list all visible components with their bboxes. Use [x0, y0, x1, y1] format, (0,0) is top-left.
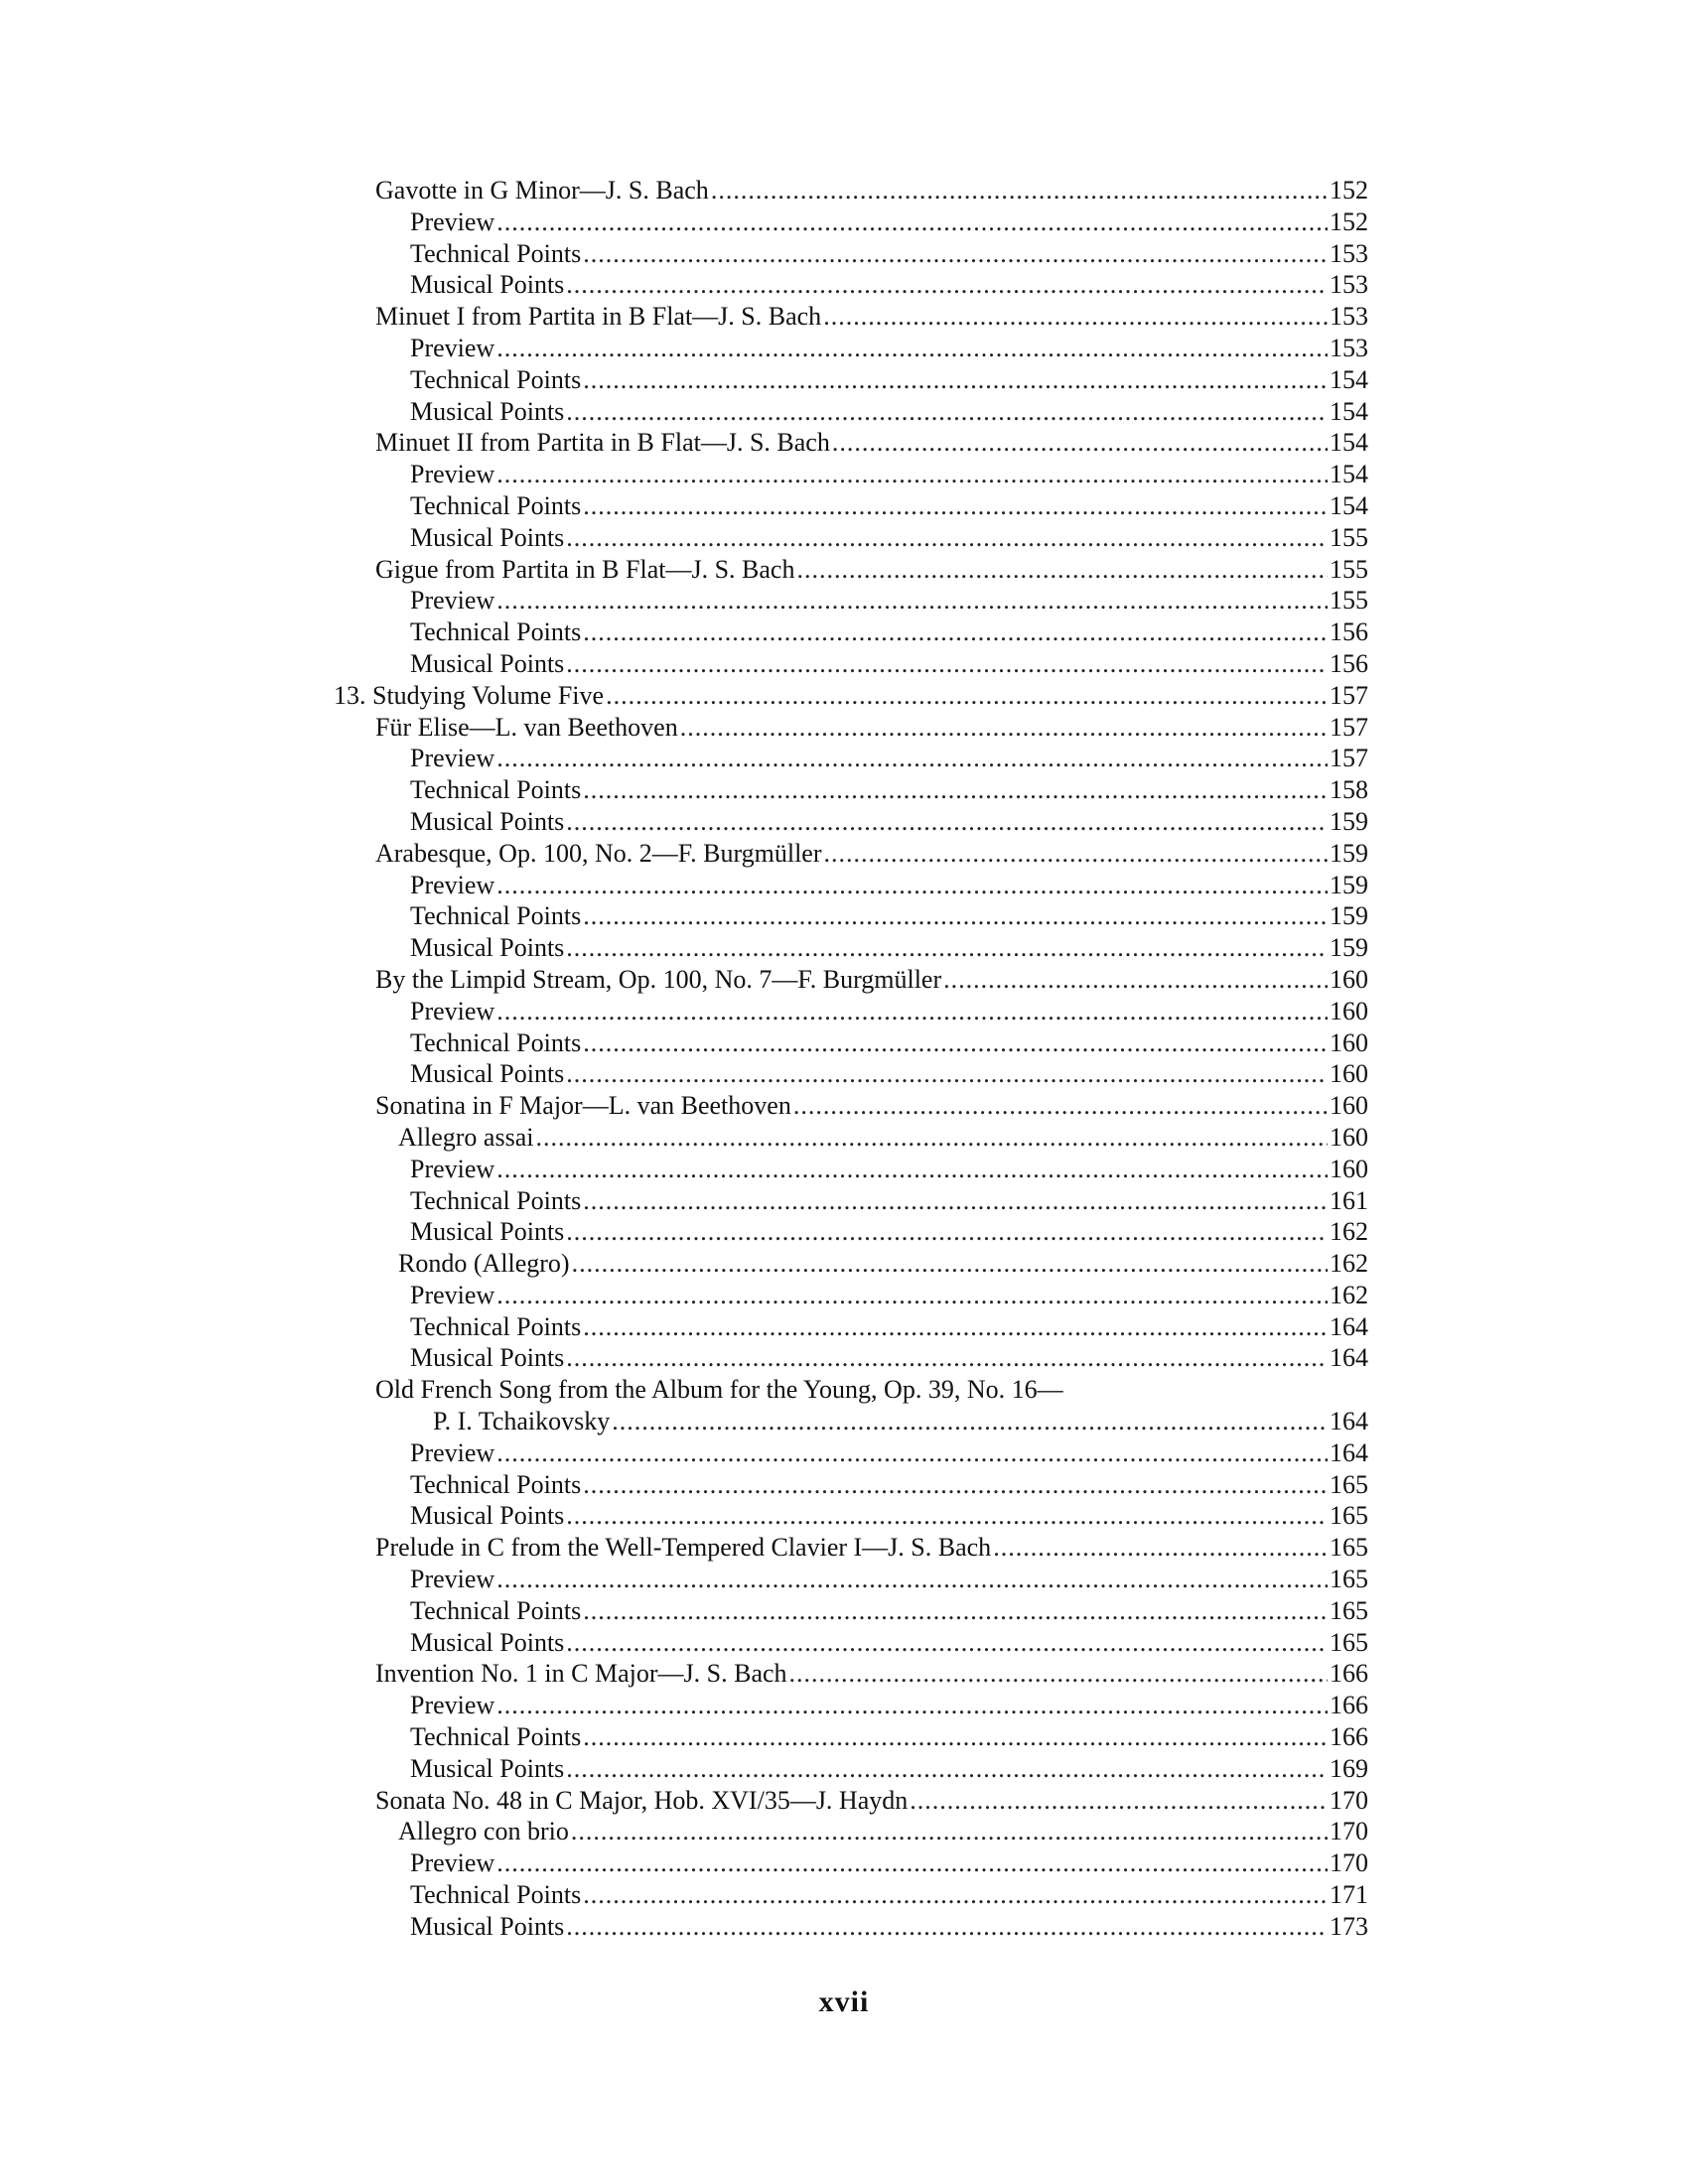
dot-leader — [566, 806, 1328, 838]
toc-entry — [318, 1058, 1368, 1090]
toc-entry-page: 162 — [1330, 1217, 1368, 1247]
toc-entry — [318, 1847, 1368, 1879]
toc-entry — [318, 1311, 1368, 1343]
toc-entry — [318, 1374, 1368, 1406]
toc-entry-page: 159 — [1330, 933, 1368, 963]
toc-entry — [318, 1248, 1368, 1280]
toc-entry-page: 155 — [1330, 554, 1368, 584]
dot-leader — [583, 490, 1328, 522]
toc-entry — [318, 1280, 1368, 1311]
toc-entry-page: 160 — [1330, 996, 1368, 1025]
toc-entry-page: 165 — [1330, 1533, 1368, 1563]
toc-entry — [318, 1342, 1368, 1374]
dot-leader — [612, 1406, 1328, 1437]
toc-entry-title: Technical Points — [410, 1722, 582, 1752]
toc-entry-title: Arabesque, Op. 100, No. 2—F. Burgmüller — [375, 838, 822, 868]
toc-entry-title: Musical Points — [410, 1343, 565, 1373]
dot-leader — [496, 743, 1328, 774]
toc-entry-page: 153 — [1330, 270, 1368, 300]
dot-leader — [680, 712, 1328, 744]
dot-leader — [583, 1185, 1328, 1217]
toc-entry-title: Technical Points — [410, 490, 582, 520]
toc-entry-page: 166 — [1330, 1691, 1368, 1720]
toc-entry — [318, 396, 1368, 428]
toc-entry — [318, 932, 1368, 964]
dot-leader — [496, 459, 1328, 490]
toc-entry-title: Technical Points — [410, 238, 582, 268]
dot-leader — [823, 301, 1328, 333]
toc-entry-page: 153 — [1330, 302, 1368, 332]
toc-entry — [318, 1595, 1368, 1627]
toc-entry — [318, 1154, 1368, 1185]
toc-entry-page: 164 — [1330, 1343, 1368, 1373]
dot-leader — [566, 1911, 1328, 1943]
toc-entry-title: Preview — [410, 1280, 495, 1309]
toc-entry — [318, 1122, 1368, 1154]
dot-leader — [793, 1090, 1328, 1122]
toc-entry-page: 153 — [1330, 238, 1368, 268]
toc-entry — [318, 1469, 1368, 1501]
toc-entry — [318, 870, 1368, 901]
toc-entry-title: Technical Points — [410, 1185, 582, 1215]
dot-leader — [583, 616, 1328, 648]
toc-entry-page: 160 — [1330, 1091, 1368, 1121]
dot-leader — [583, 1879, 1328, 1911]
toc-entry-page: 164 — [1330, 1311, 1368, 1341]
page-number: xvii — [818, 1985, 870, 2018]
dot-leader — [566, 1627, 1328, 1659]
toc-entry-title: Musical Points — [410, 1627, 565, 1657]
toc-entry — [318, 1690, 1368, 1721]
dot-leader — [566, 269, 1328, 301]
dot-leader — [583, 1311, 1328, 1343]
toc-entry-page: 158 — [1330, 775, 1368, 805]
toc-entry-title: Musical Points — [410, 522, 565, 552]
toc-entry — [318, 743, 1368, 774]
dot-leader — [583, 1721, 1328, 1753]
toc-entry-page: 165 — [1330, 1469, 1368, 1499]
toc-entry-title: P. I. Tchaikovsky — [433, 1407, 611, 1436]
toc-entry-page: 156 — [1330, 648, 1368, 678]
toc-entry-page: 165 — [1330, 1501, 1368, 1531]
dot-leader — [496, 1847, 1328, 1879]
toc-entry — [318, 964, 1368, 996]
toc-entry — [318, 1785, 1368, 1817]
toc-entry — [318, 616, 1368, 648]
dot-leader — [496, 206, 1328, 238]
toc-entry-page: 152 — [1330, 206, 1368, 236]
toc-entry-title: Old French Song from the Album for the Young, Op. 39, No. 16— — [375, 1375, 1063, 1405]
toc-entry-title: Musical Points — [410, 1217, 565, 1247]
table-of-contents — [318, 175, 1368, 1943]
toc-entry-title: Musical Points — [410, 270, 565, 300]
toc-entry-title: Allegro assai — [398, 1122, 534, 1152]
toc-entry-title: Preview — [410, 1848, 495, 1878]
toc-entry-title: By the Limpid Stream, Op. 100, No. 7—F. Burgmüller — [375, 964, 942, 994]
toc-entry-page: 170 — [1330, 1817, 1368, 1846]
dot-leader — [496, 1564, 1328, 1595]
toc-entry-page: 152 — [1330, 176, 1368, 205]
toc-entry — [318, 269, 1368, 301]
toc-entry-title: Technical Points — [410, 901, 582, 931]
toc-entry-page: 173 — [1330, 1911, 1368, 1941]
dot-leader — [566, 648, 1328, 680]
toc-entry — [318, 1911, 1368, 1943]
toc-entry — [318, 459, 1368, 490]
toc-entry — [318, 1721, 1368, 1753]
toc-entry-title: Technical Points — [410, 364, 582, 394]
toc-entry — [318, 1879, 1368, 1911]
toc-entry-page: 154 — [1330, 428, 1368, 458]
dot-leader — [535, 1122, 1328, 1154]
toc-entry — [318, 712, 1368, 744]
toc-entry — [318, 774, 1368, 806]
toc-entry-page: 157 — [1330, 744, 1368, 773]
toc-entry — [318, 1027, 1368, 1059]
toc-entry-page: 155 — [1330, 586, 1368, 615]
toc-entry-title: Sonatina in F Major—L. van Beethoven — [375, 1091, 791, 1121]
toc-entry-page: 164 — [1330, 1437, 1368, 1467]
toc-entry-title: Musical Points — [410, 1501, 565, 1531]
toc-entry-title: Musical Points — [410, 648, 565, 678]
toc-entry — [318, 1437, 1368, 1469]
toc-entry-title: Musical Points — [410, 396, 565, 426]
toc-entry-title: Technical Points — [410, 1027, 582, 1057]
dot-leader — [583, 774, 1328, 806]
toc-entry — [318, 1627, 1368, 1659]
toc-entry — [318, 1564, 1368, 1595]
toc-entry-title: Preview — [410, 460, 495, 489]
toc-entry-title: Musical Points — [410, 1911, 565, 1941]
toc-entry-title: Technical Points — [410, 1311, 582, 1341]
toc-entry-page: 159 — [1330, 901, 1368, 931]
toc-entry — [318, 427, 1368, 459]
toc-entry-title: 13. Studying Volume Five — [334, 680, 605, 710]
toc-entry — [318, 1185, 1368, 1217]
toc-entry — [318, 1406, 1368, 1437]
toc-entry-title: Gigue from Partita in B Flat—J. S. Bach — [375, 554, 795, 584]
dot-leader — [832, 427, 1328, 459]
toc-entry-page: 166 — [1330, 1722, 1368, 1752]
toc-entry-page: 166 — [1330, 1659, 1368, 1689]
toc-entry-page: 160 — [1330, 1122, 1368, 1152]
toc-entry — [318, 1216, 1368, 1248]
toc-entry-page: 159 — [1330, 838, 1368, 868]
toc-entry-title: Technical Points — [410, 1469, 582, 1499]
dot-leader — [583, 1469, 1328, 1501]
dot-leader — [566, 1753, 1328, 1785]
toc-entry — [318, 806, 1368, 838]
toc-entry-title: Technical Points — [410, 1880, 582, 1910]
toc-entry-page: 157 — [1330, 680, 1368, 710]
toc-entry — [318, 996, 1368, 1027]
toc-entry-page: 160 — [1330, 1154, 1368, 1183]
toc-entry-page: 160 — [1330, 1027, 1368, 1057]
toc-entry-page: 165 — [1330, 1565, 1368, 1594]
toc-entry-title: Allegro con brio — [398, 1817, 569, 1846]
toc-entry — [318, 1753, 1368, 1785]
dot-leader — [566, 396, 1328, 428]
toc-entry — [318, 522, 1368, 554]
toc-entry-title: Invention No. 1 in C Major—J. S. Bach — [375, 1659, 787, 1689]
toc-entry-title: Preview — [410, 1154, 495, 1183]
toc-entry-page: 170 — [1330, 1785, 1368, 1815]
toc-entry-page: 164 — [1330, 1407, 1368, 1436]
toc-entry — [318, 1500, 1368, 1532]
toc-entry — [318, 206, 1368, 238]
dot-leader — [583, 238, 1328, 270]
toc-entry-title: Musical Points — [410, 1059, 565, 1089]
toc-entry-page: 162 — [1330, 1249, 1368, 1279]
toc-entry — [318, 364, 1368, 396]
toc-entry-page: 171 — [1330, 1880, 1368, 1910]
dot-leader — [566, 1058, 1328, 1090]
dot-leader — [496, 996, 1328, 1027]
dot-leader — [496, 1437, 1328, 1469]
toc-entry-title: Für Elise—L. van Beethoven — [375, 712, 678, 742]
toc-entry-page: 169 — [1330, 1753, 1368, 1783]
dot-leader — [566, 522, 1328, 554]
dot-leader — [824, 838, 1328, 870]
toc-entry — [318, 1090, 1368, 1122]
dot-leader — [910, 1785, 1328, 1817]
toc-entry-page: 165 — [1330, 1595, 1368, 1625]
toc-entry — [318, 648, 1368, 680]
dot-leader — [496, 333, 1328, 364]
toc-entry-title: Preview — [410, 1437, 495, 1467]
dot-leader — [571, 1816, 1328, 1847]
toc-entry-title: Prelude in C from the Well-Tempered Clavier I—J. S. Bach — [375, 1533, 992, 1563]
dot-leader — [572, 1248, 1328, 1280]
dot-leader — [496, 1280, 1328, 1311]
dot-leader — [796, 554, 1328, 586]
dot-leader — [583, 1027, 1328, 1059]
toc-entry-page: 154 — [1330, 364, 1368, 394]
dot-leader — [496, 870, 1328, 901]
toc-entry-title: Preview — [410, 1565, 495, 1594]
toc-entry-title: Technical Points — [410, 1595, 582, 1625]
toc-entry-title: Rondo (Allegro) — [398, 1249, 570, 1279]
toc-entry-title: Musical Points — [410, 933, 565, 963]
dot-leader — [606, 680, 1328, 712]
dot-leader — [583, 900, 1328, 932]
toc-entry — [318, 333, 1368, 364]
toc-entry-title: Minuet II from Partita in B Flat—J. S. Bach — [375, 428, 830, 458]
dot-leader — [789, 1658, 1328, 1690]
toc-entry-page: 156 — [1330, 617, 1368, 647]
dot-leader — [993, 1532, 1328, 1564]
toc-entry — [318, 1532, 1368, 1564]
toc-entry-title: Preview — [410, 586, 495, 615]
dot-leader — [583, 364, 1328, 396]
toc-entry-page: 162 — [1330, 1280, 1368, 1309]
toc-entry-title: Preview — [410, 870, 495, 899]
toc-entry-title: Preview — [410, 744, 495, 773]
toc-entry-title: Preview — [410, 206, 495, 236]
toc-entry-page: 153 — [1330, 333, 1368, 362]
toc-entry-page: 161 — [1330, 1185, 1368, 1215]
toc-entry — [318, 175, 1368, 206]
dot-leader — [496, 1690, 1328, 1721]
dot-leader — [496, 1154, 1328, 1185]
dot-leader — [943, 964, 1328, 996]
toc-entry-title: Musical Points — [410, 806, 565, 836]
dot-leader — [583, 1595, 1328, 1627]
toc-entry — [318, 490, 1368, 522]
toc-entry-page: 165 — [1330, 1627, 1368, 1657]
toc-entry-title: Gavotte in G Minor—J. S. Bach — [375, 176, 709, 205]
toc-entry-title: Preview — [410, 333, 495, 362]
toc-entry-page: 154 — [1330, 460, 1368, 489]
toc-entry — [318, 585, 1368, 616]
toc-entry-page: 160 — [1330, 964, 1368, 994]
toc-entry-page: 154 — [1330, 396, 1368, 426]
toc-entry-title: Musical Points — [410, 1753, 565, 1783]
toc-entry — [318, 1816, 1368, 1847]
toc-entry-title: Sonata No. 48 in C Major, Hob. XVI/35—J. Haydn — [375, 1785, 909, 1815]
dot-leader — [566, 1342, 1328, 1374]
toc-entry-title: Technical Points — [410, 617, 582, 647]
toc-entry — [318, 238, 1368, 270]
toc-entry-page: 157 — [1330, 712, 1368, 742]
toc-entry-title: Minuet I from Partita in B Flat—J. S. Bach — [375, 302, 822, 332]
toc-entry — [318, 838, 1368, 870]
toc-entry-page: 160 — [1330, 1059, 1368, 1089]
toc-entry-title: Technical Points — [410, 775, 582, 805]
dot-leader — [566, 1216, 1328, 1248]
toc-entry-page: 170 — [1330, 1848, 1368, 1878]
dot-leader — [566, 1500, 1328, 1532]
toc-entry-title: Preview — [410, 1691, 495, 1720]
toc-entry — [318, 1658, 1368, 1690]
dot-leader — [496, 585, 1328, 616]
toc-entry — [318, 680, 1368, 712]
toc-entry — [318, 301, 1368, 333]
toc-entry-page: 159 — [1330, 870, 1368, 899]
toc-entry-page: 155 — [1330, 522, 1368, 552]
toc-entry — [318, 554, 1368, 586]
toc-entry-title: Preview — [410, 996, 495, 1025]
toc-entry-page: 159 — [1330, 806, 1368, 836]
dot-leader — [566, 932, 1328, 964]
dot-leader — [711, 175, 1328, 206]
toc-entry-page: 154 — [1330, 490, 1368, 520]
toc-entry — [318, 900, 1368, 932]
